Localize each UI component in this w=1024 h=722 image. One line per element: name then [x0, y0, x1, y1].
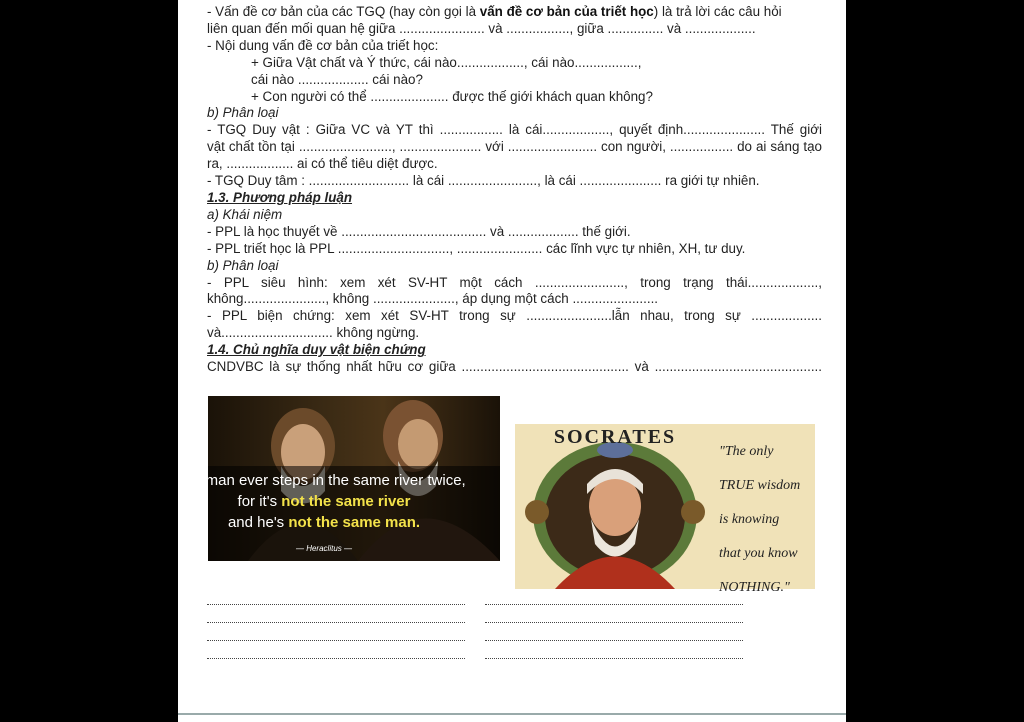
page-bottom-edge: [178, 713, 846, 715]
text-line: - Nội dung vấn đề cơ bản của triết học:: [207, 37, 439, 53]
text-line: - PPL siêu hình: xem xét SV-HT một cách ........................, trong trạng thái...................,: [207, 274, 822, 290]
text-line: - TGQ Duy tâm : ........................... là cái ........................, là cái ...................... ra giới tự nhiên.: [207, 173, 760, 189]
blank-line-row: [207, 630, 787, 648]
text-line: + Con người có thể ..................... được thế giới khách quan không?: [251, 88, 653, 104]
subheading: b) Phân loại: [207, 105, 279, 121]
socrates-title: SOCRATES: [553, 426, 677, 448]
text-line: và.............................. không ngừng.: [207, 325, 420, 341]
section-heading: 1.3. Phương pháp luận: [207, 189, 353, 205]
text-line: - TGQ Duy vật : Giữa VC và YT thì ................. là cái.................., quyết định...................... Thế giới: [207, 122, 822, 138]
socrates-quote-text: "The only TRUE wisdom is knowing that you know NOTHING.": [719, 444, 801, 595]
blank-line-row: [207, 612, 787, 630]
text-line: ra, .................. ai có thể tiêu diệt được.: [207, 156, 438, 172]
text-line: - Vấn đề cơ bản của các TGQ (hay còn gọi là vấn đề cơ bản của triết học) là trả lời các câu hỏi: [207, 4, 782, 19]
text-line: liên quan đến mối quan hệ giữa ....................... và ................., giữa ............... và ...................: [207, 20, 756, 36]
heraclitus-quote-text: No man ever steps in the same river twice, for it's not the same river and he's not the same man.: [182, 472, 466, 531]
heraclitus-attribution: — Heraclitus —: [295, 544, 353, 553]
blank-line-row: [207, 648, 787, 666]
subheading: b) Phân loại: [207, 257, 279, 273]
subheading: a) Khái niệm: [207, 206, 283, 222]
document-text: [207, 4, 822, 376]
text-line: + Giữa Vật chất và Ý thức, cái nào.................., cái nào.................,: [251, 54, 642, 70]
text-line: cái nào ................... cái nào?: [251, 71, 423, 87]
text-line: không......................, không ......................, áp dụng một cách .......................: [207, 291, 659, 307]
text-line: - PPL triết học là PPL .............................., ....................... các lĩnh vực tự nhiên, XH, tư duy.: [207, 240, 746, 256]
text-line: - PPL là học thuyết về ....................................... và ................... thế giới.: [207, 223, 631, 239]
text-line: CNDVBC là sự thống nhất hữu cơ giữa ............................................. và .............................................: [207, 359, 822, 375]
section-heading: 1.4. Chủ nghĩa duy vật biện chứng: [207, 342, 426, 358]
text-line: - PPL biện chứng: xem xét SV-HT trong sự .......................lẫn nhau, trong sự ...................: [207, 308, 822, 324]
document-page: [178, 0, 846, 722]
text-line: vật chất tồn tại ........................., ...................... với ........................ con người, ................. do ai sáng tạo: [207, 139, 822, 155]
answer-blank-lines: [207, 594, 787, 666]
blank-line-row: [207, 594, 787, 612]
